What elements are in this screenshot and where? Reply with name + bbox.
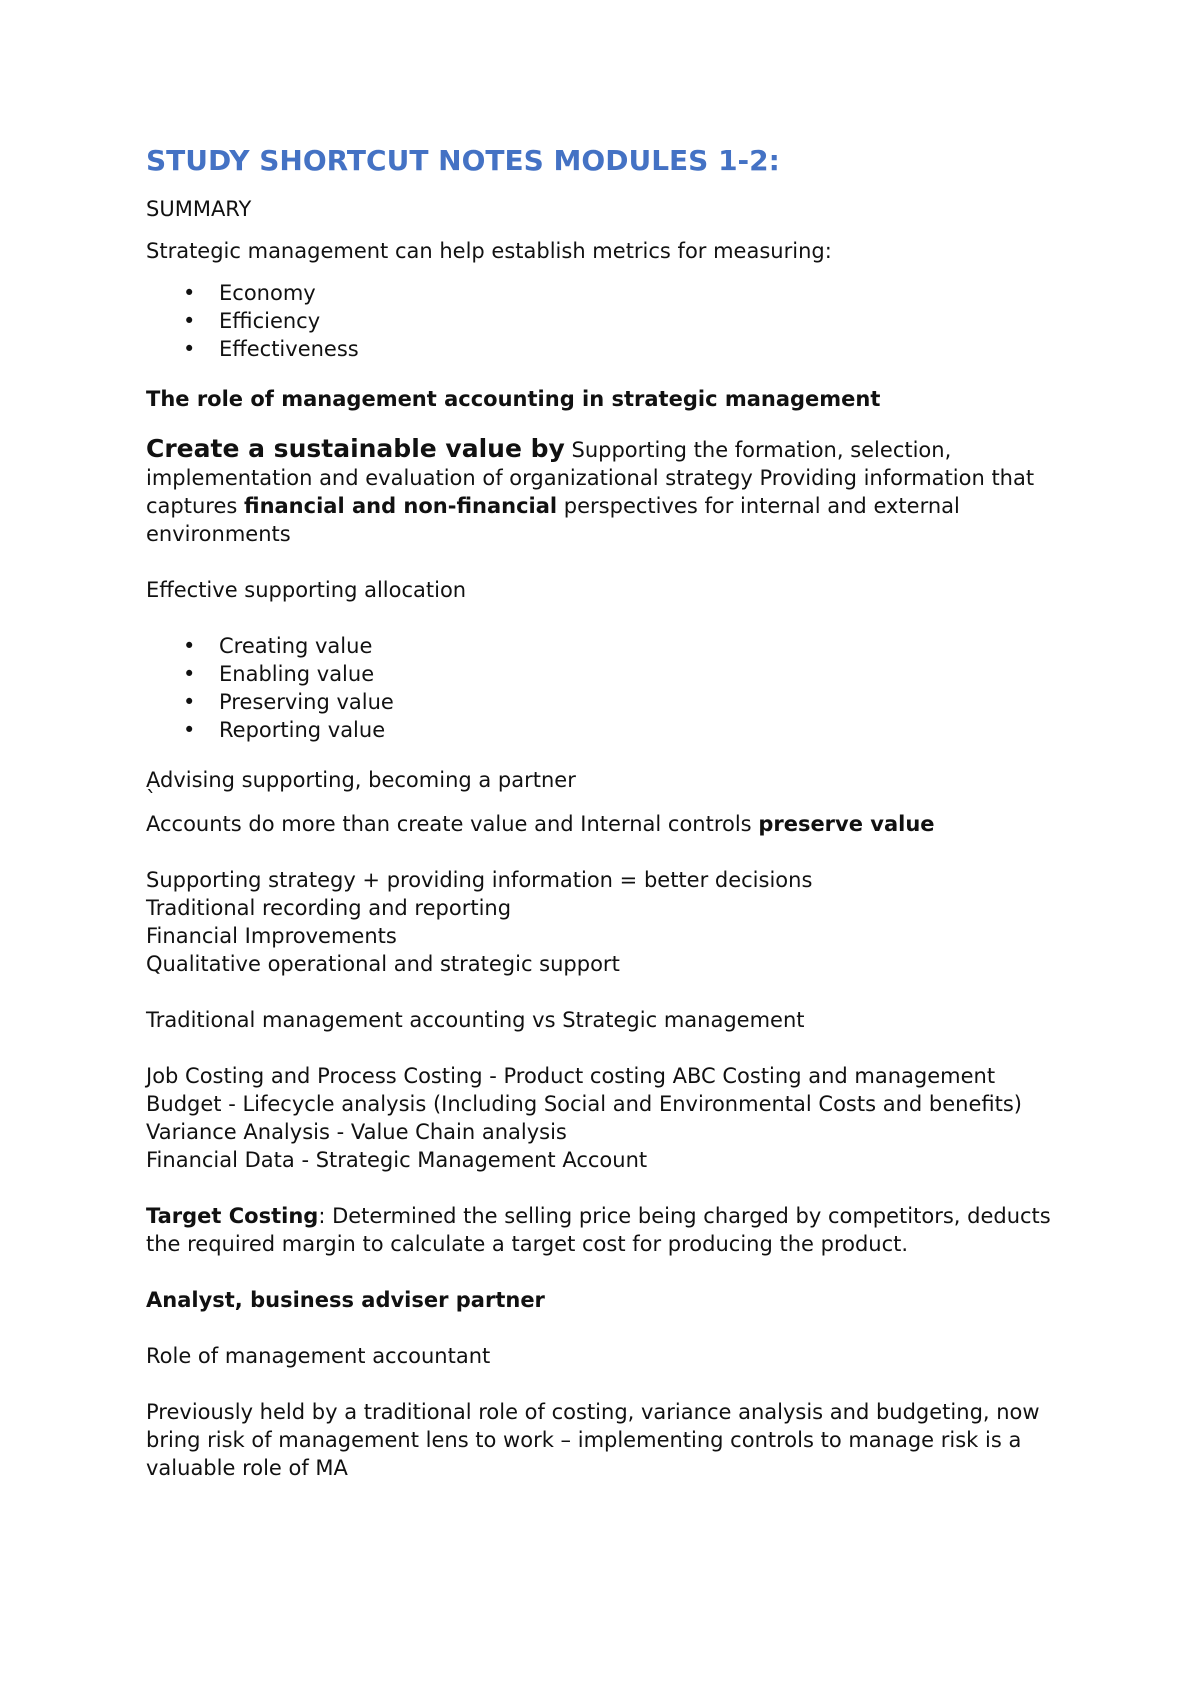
text-line: Qualitative operational and strategic support <box>146 952 620 976</box>
target-costing-term: Target Costing <box>146 1204 319 1228</box>
target-costing-definition: : Determined the selling price being charged by competitors, deducts the required margin to calculate a target cost for producing the product. <box>146 1204 1051 1256</box>
sustainable-text-2: perspectives for internal and external environments <box>146 494 960 546</box>
role-label: Role of management accountant <box>146 1344 491 1368</box>
analyst-heading-text: Analyst, business adviser partner <box>146 1288 545 1312</box>
text-line: Variance Analysis - Value Chain analysis <box>146 1120 567 1144</box>
text-line: Budget - Lifecycle analysis (Including Social and Environmental Costs and benefits) <box>146 1092 1022 1116</box>
document-title: STUDY SHORTCUT NOTES MODULES 1-2: <box>146 144 780 177</box>
analyst-heading <box>146 1286 1066 1314</box>
text-line: Job Costing and Process Costing - Product costing ABC Costing and management <box>146 1064 996 1088</box>
text-line: Financial Data - Strategic Management Account <box>146 1148 648 1172</box>
support-lines <box>146 866 1066 978</box>
list-item: • Economy <box>219 279 1066 307</box>
value-list <box>146 632 1066 744</box>
accounts-paragraph <box>146 810 1066 838</box>
sustainable-lead: Create a sustainable value by <box>146 434 565 463</box>
text-line: Supporting strategy + providing information = better decisions <box>146 868 813 892</box>
list-item: • Preserving value <box>219 688 1066 716</box>
accounts-bold: preserve value <box>758 812 935 836</box>
advising-text: Advising supporting, becoming a partner <box>146 768 576 792</box>
target-costing-paragraph <box>146 1202 1066 1258</box>
sustainable-bold: financial and non-financial <box>244 494 558 518</box>
allocation-label: Effective supporting allocation <box>146 578 467 602</box>
list-item: • Reporting value <box>219 716 1066 744</box>
accounts-text: Accounts do more than create value and Internal controls <box>146 812 759 836</box>
role-heading: The role of management accounting in strategic management <box>146 387 881 411</box>
sustainable-paragraph <box>146 435 1066 548</box>
metrics-list <box>146 279 1066 363</box>
list-item: • Effectiveness <box>219 335 1066 363</box>
previously-paragraph: Previously held by a traditional role of costing, variance analysis and budgeting, now bring risk of management lens to work – implementing controls to manage risk is a valuable role of MA <box>146 1400 1040 1480</box>
comparison-lines <box>146 1062 1066 1174</box>
list-item: • Enabling value <box>219 660 1066 688</box>
text-line: Traditional recording and reporting <box>146 896 512 920</box>
intro-text: Strategic management can help establish metrics for measuring: <box>146 239 832 263</box>
list-item: • Creating value <box>219 632 1066 660</box>
list-item: • Efficiency <box>219 307 1066 335</box>
sustainable-text-1: Supporting the formation, selection, implementation and evaluation of organizational strategy Providing information that captures <box>146 438 1035 518</box>
summary-label: SUMMARY <box>146 197 252 221</box>
backtick-mark: ` <box>146 787 157 811</box>
text-line: Financial Improvements <box>146 924 397 948</box>
document-body <box>146 143 1066 1496</box>
traditional-vs-heading: Traditional management accounting vs Strategic management <box>146 1008 805 1032</box>
